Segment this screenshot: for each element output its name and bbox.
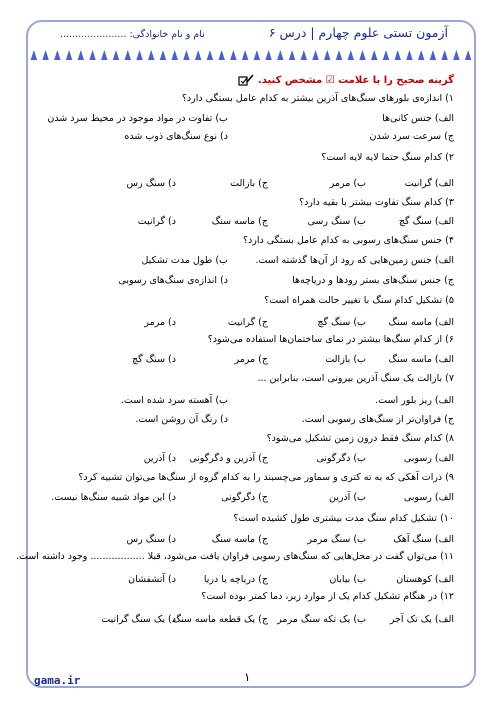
triangle-ornament <box>383 50 389 60</box>
question-text: ۱۰) تشکیل کدام سنگ مدت بیشتری طول کشیده است؟ <box>233 513 454 524</box>
question-text: ۷) بازالت یک سنگ آذرین بیرونی است، بنابراین ... <box>257 373 454 384</box>
student-name-field: نام و نام خانوادگی: ...................... <box>60 29 205 40</box>
answer-option[interactable]: د) مرمر <box>144 317 176 328</box>
answer-option[interactable]: ب) سنگ رسی <box>307 216 366 227</box>
triangle-ornament <box>441 50 447 60</box>
answer-option[interactable]: الف) کوهستان <box>396 574 454 585</box>
triangle-ornament <box>183 50 189 60</box>
triangle-ornament <box>66 50 72 60</box>
answer-option[interactable]: د) سنگ رس <box>126 178 176 189</box>
footer-site: gama.ir <box>34 674 81 687</box>
answer-option[interactable]: د) سنگ گچ <box>132 354 176 365</box>
answer-option[interactable]: ب) تفاوت در مواد موجود در محیط سرد شدن <box>47 113 228 124</box>
answer-option[interactable]: ج) آذرین و دگرگونی <box>189 453 268 464</box>
question-text: ۲) کدام سنگ حتما لایه لایه است؟ <box>321 152 454 163</box>
triangle-ornament <box>324 50 330 60</box>
triangle-ornament <box>242 50 248 60</box>
triangle-ornament <box>348 50 354 60</box>
answer-option[interactable]: الف) ماسه سنگ <box>388 317 454 328</box>
answer-option[interactable]: ج) یک قطعه ماسه سنگ <box>172 614 268 625</box>
answer-option[interactable]: الف) جنس زمین‌هایی که رود از آن‌ها گذشته است. <box>255 255 454 266</box>
answer-option[interactable]: د) اندازه‌ی سنگ‌های رسوبی <box>118 275 228 286</box>
answer-option[interactable]: ب) سنگ گچ <box>317 317 366 328</box>
triangle-ornament <box>371 50 377 60</box>
triangle-ornament <box>265 50 271 60</box>
answer-option[interactable]: الف) رسوبی <box>403 453 454 464</box>
answer-option[interactable]: ب) یک تکه سنگ مرمر <box>277 614 366 625</box>
answer-option[interactable]: ب) طول مدت تشکیل <box>141 255 228 266</box>
answer-option[interactable]: ج) دگرگونی <box>221 492 268 503</box>
answer-option[interactable]: ج) جنس سنگ‌های بستر رودها و دریاچه‌ها <box>292 275 454 286</box>
answer-option[interactable]: د) آتشفشان <box>128 574 176 585</box>
answer-option[interactable]: ب) آهسته سرد شده است. <box>120 395 228 406</box>
triangle-ornament <box>89 50 95 60</box>
question-text: ۱۱) می‌توان گفت در محل‌هایی که سنگ‌های رسوبی فراوان یافت می‌شود، قبلا .................. وجود داشته است. <box>15 551 454 562</box>
pencil-checkbox-icon <box>238 74 254 86</box>
triangle-ornament <box>207 50 213 60</box>
answer-option[interactable]: الف) سنگ آهک <box>393 534 454 545</box>
answer-option[interactable]: ب) مرمر <box>329 178 366 189</box>
triangle-ornament <box>136 50 142 60</box>
page-number: ۱ <box>244 670 251 684</box>
answer-option[interactable]: ج) ماسه سنگ <box>211 216 268 227</box>
answer-option[interactable]: د) یک سنگ گرانیت <box>101 614 176 625</box>
triangle-ornament <box>31 50 37 60</box>
triangle-ornament <box>395 50 401 60</box>
triangle-ornament <box>312 50 318 60</box>
triangle-ornament <box>254 50 260 60</box>
answer-option[interactable]: ب) بازالت <box>325 354 366 365</box>
triangle-ornament <box>430 50 436 60</box>
triangle-ornament <box>406 50 412 60</box>
triangle-ornament <box>289 50 295 60</box>
answer-option[interactable]: الف) ماسه سنگ <box>388 354 454 365</box>
exam-title: آزمون تستی علوم چهارم | درس ۶ <box>268 25 448 40</box>
triangle-ornament <box>336 50 342 60</box>
answer-option[interactable]: الف) جنس کانی‌ها <box>382 113 454 124</box>
triangle-ornament <box>453 50 459 60</box>
instructions-line <box>238 74 454 86</box>
triangle-ornament <box>101 50 107 60</box>
triangle-ornament <box>172 50 178 60</box>
answer-option[interactable]: الف) یک تک آجر <box>389 614 454 625</box>
answer-option[interactable]: ج) سرعت سرد شدن <box>369 131 454 142</box>
triangle-ornament <box>465 50 471 60</box>
triangle-ornament <box>195 50 201 60</box>
triangle-ornament <box>230 50 236 60</box>
answer-option[interactable]: الف) ریز بلور است. <box>375 395 454 406</box>
triangle-ornament <box>218 50 224 60</box>
triangle-ornament <box>54 50 60 60</box>
answer-option[interactable]: ج) دریاچه یا دریا <box>203 574 268 585</box>
question-text: ۹) ذرات آهکی که به ته کتری و سماور می‌چسبند را به کدام گروه از سنگ‌ها می‌توان تشبیه کرد؟ <box>78 472 454 483</box>
answer-option[interactable]: الف) سنگ گچ <box>398 216 454 227</box>
answer-option[interactable]: الف) گرانیت <box>404 178 454 189</box>
answer-option[interactable]: ب) بیابان <box>329 574 366 585</box>
question-text: ۱۲) در هنگام تشکیل کدام یک از موارد زیر، دما کمتر بوده است؟ <box>201 591 454 602</box>
answer-option[interactable]: ج) گرانیت <box>227 317 268 328</box>
instructions-text: گزینه صحیح را با علامت ☑ مشخص کنید. <box>257 74 454 86</box>
answer-option[interactable]: ج) مرمر <box>234 354 268 365</box>
question-text: ۱) اندازه‌ی بلورهای سنگ‌های آذرین بیشتر به کدام عامل بستگی دارد؟ <box>181 93 454 104</box>
triangle-ornament <box>160 50 166 60</box>
answer-option[interactable]: الف) رسوبی <box>403 492 454 503</box>
triangle-ornament <box>359 50 365 60</box>
answer-option[interactable]: ب) آذرین <box>328 492 366 503</box>
answer-option[interactable]: ج) ماسه سنگ <box>211 534 268 545</box>
triangle-ornament <box>113 50 119 60</box>
answer-option[interactable]: د) این مواد شبیه سنگ‌ها نیست. <box>51 492 176 503</box>
answer-option[interactable]: د) گرانیت <box>137 216 176 227</box>
triangle-ornament <box>125 50 131 60</box>
answer-option[interactable]: د) نوع سنگ‌های ذوب شده <box>124 131 228 142</box>
answer-option[interactable]: ب) دگرگونی <box>316 453 366 464</box>
question-text: ۴) جنس سنگ‌های رسوبی به کدام عامل بستگی دارد؟ <box>242 235 454 246</box>
decorative-triangle-border <box>28 45 474 63</box>
triangle-ornament <box>301 50 307 60</box>
triangle-ornament <box>42 50 48 60</box>
triangle-ornament <box>148 50 154 60</box>
answer-option[interactable]: ج) بازالت <box>230 178 268 189</box>
question-text: ۵) تشکیل کدام سنگ با تغییر حالت همراه است؟ <box>264 295 454 306</box>
question-text: ۳) کدام سنگ تفاوت بیشتر با بقیه دارد؟ <box>299 197 454 208</box>
answer-option[interactable]: د) سنگ رس <box>126 534 176 545</box>
question-text: ۶) از کدام سنگ‌ها بیشتر در نمای ساختمان‌ها استفاده می‌شود؟ <box>207 334 454 345</box>
answer-option[interactable]: د) آذرین <box>143 453 176 464</box>
answer-option[interactable]: ب) سنگ مرمر <box>307 534 366 545</box>
answer-option[interactable]: د) رنگ آن روشن است. <box>135 414 228 425</box>
triangle-ornament <box>78 50 84 60</box>
triangle-ornament <box>277 50 283 60</box>
question-text: ۸) کدام سنگ فقط درون زمین تشکیل می‌شود؟ <box>266 433 454 444</box>
answer-option[interactable]: ج) فراوان‌تر از سنگ‌های رسوبی است. <box>301 414 454 425</box>
triangle-ornament <box>418 50 424 60</box>
